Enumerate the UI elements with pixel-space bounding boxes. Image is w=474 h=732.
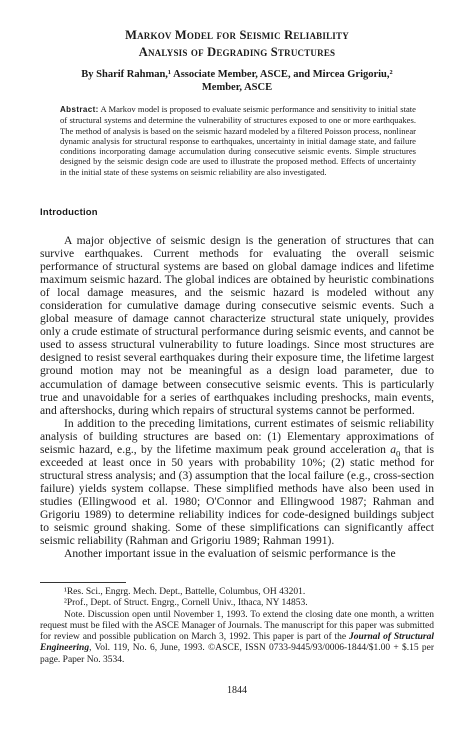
title-line-1: Markov Model for Seismic Reliability xyxy=(125,28,349,42)
author-line xyxy=(56,68,418,94)
body-text xyxy=(40,234,434,560)
title-line-2: Analysis of Degrading Structures xyxy=(138,45,336,59)
abstract xyxy=(60,104,416,177)
paragraph-2-part-a: In addition to the preceding limitations, current estimates of seismic reliability analysis of building structures are based on: (1) Elementary approximations of seismic hazard, e.g., by the lifetime maximum peak ground acceleration xyxy=(40,416,434,456)
footnotes xyxy=(40,587,434,666)
paragraph-2-part-b: that is exceeded at least once in 50 years with probability 10%; (2) static method for structural stress analysis; and (3) assumption that the local failure (e.g., cross-section failure) yields system collapse. These simplified methods have also been used in studies (Ellingwood et al. 1980; O'Connor and Ellingwood 1987; Rahman and Grigoriu 1989) to determine reliability indices for code-designed buildings subject to seismic ground shaking. Some of these simplifications can significantly affect seismic reliability (Rahman and Grigoriu 1989; Rahman 1991). xyxy=(40,442,434,548)
symbol-a: a xyxy=(390,442,397,456)
paragraph-2 xyxy=(40,417,434,547)
note-part-a: Note. Discussion open until November 1, 1993. To extend the closing date one month, a written request must be filed with the ASCE Manager of Journals. The manuscript for this paper was submitted for review and possible publication on March 3, 1992. This paper is part of the xyxy=(40,609,434,643)
paragraph-1: A major objective of seismic design is the generation of structures that can survive earthquakes. Current methods for evaluating the overall seismic performance of structural systems are based on global damage indices and lifetime maximum seismic hazard. The global indices are obtained by heuristic combinations of local damage measures, and the seismic hazard is modeled without any consideration for cumulative damage during consecutive seismic events. Such a global measure of damage cannot characterize structural state uniquely, provides only a crude estimate of structural performance during seismic events, and cannot be used to assess structural vulnerability to future loadings. Since most structures are designed to resist several earthquakes during their exposure time, the lifetime largest ground motion may not be meaningful as a design load parameter, due to accumulation of damage between consecutive seismic events. This is particularly true and unavoidable for a series of earthquakes including preshocks, main events, and aftershocks, during which repairs of structural systems cannot be performed. xyxy=(40,234,434,417)
paragraph-3: Another important issue in the evaluation of seismic performance is the xyxy=(64,547,396,561)
paper-title xyxy=(40,27,434,61)
note-part-b: , Vol. 119, No. 6, June, 1993. ©ASCE, ISSN 0733-9445/93/0006-1844/$1.00 + $.15 per page. Paper No. 3534. xyxy=(40,643,434,665)
journal-name: Journal of Structural Engineering xyxy=(40,632,434,654)
abstract-text: A Markov model is proposed to evaluate seismic performance and sensitivity to initial state of structural systems and determine the vulnerability of structures exposed to one or more earthquakes. The method of analysis is based on the seismic hazard modeled by a filtered Poisson process, nonlinear dynamic analysis for structural response to earthquakes, uncertainty in initial damage state, and failure conditions incorporating damage accumulation during consecutive seismic events. Simple structures designed by the seismic design code are used to illustrate the proposed method. Effects of uncertainty in the initial state of these systems on seismic reliability are also investigated. xyxy=(60,104,416,177)
page-number: 1844 xyxy=(227,685,247,696)
symbol-subscript: 0 xyxy=(396,448,401,459)
footnote-1: ¹Res. Sci., Engrg. Mech. Dept., Battelle, Columbus, OH 43201. xyxy=(64,587,306,597)
abstract-label: Abstract: xyxy=(60,105,99,114)
footnote-2: ²Prof., Dept. of Struct. Engrg., Cornell Univ., Ithaca, NY 14853. xyxy=(64,598,308,609)
authors-line-1: By Sharif Rahman,¹ Associate Member, ASCE, and Mircea Grigoriu,² xyxy=(81,69,393,80)
authors-line-2: Member, ASCE xyxy=(201,82,273,93)
section-heading: Introduction xyxy=(40,207,98,218)
publication-note xyxy=(40,610,434,666)
footnote-divider xyxy=(40,582,126,583)
